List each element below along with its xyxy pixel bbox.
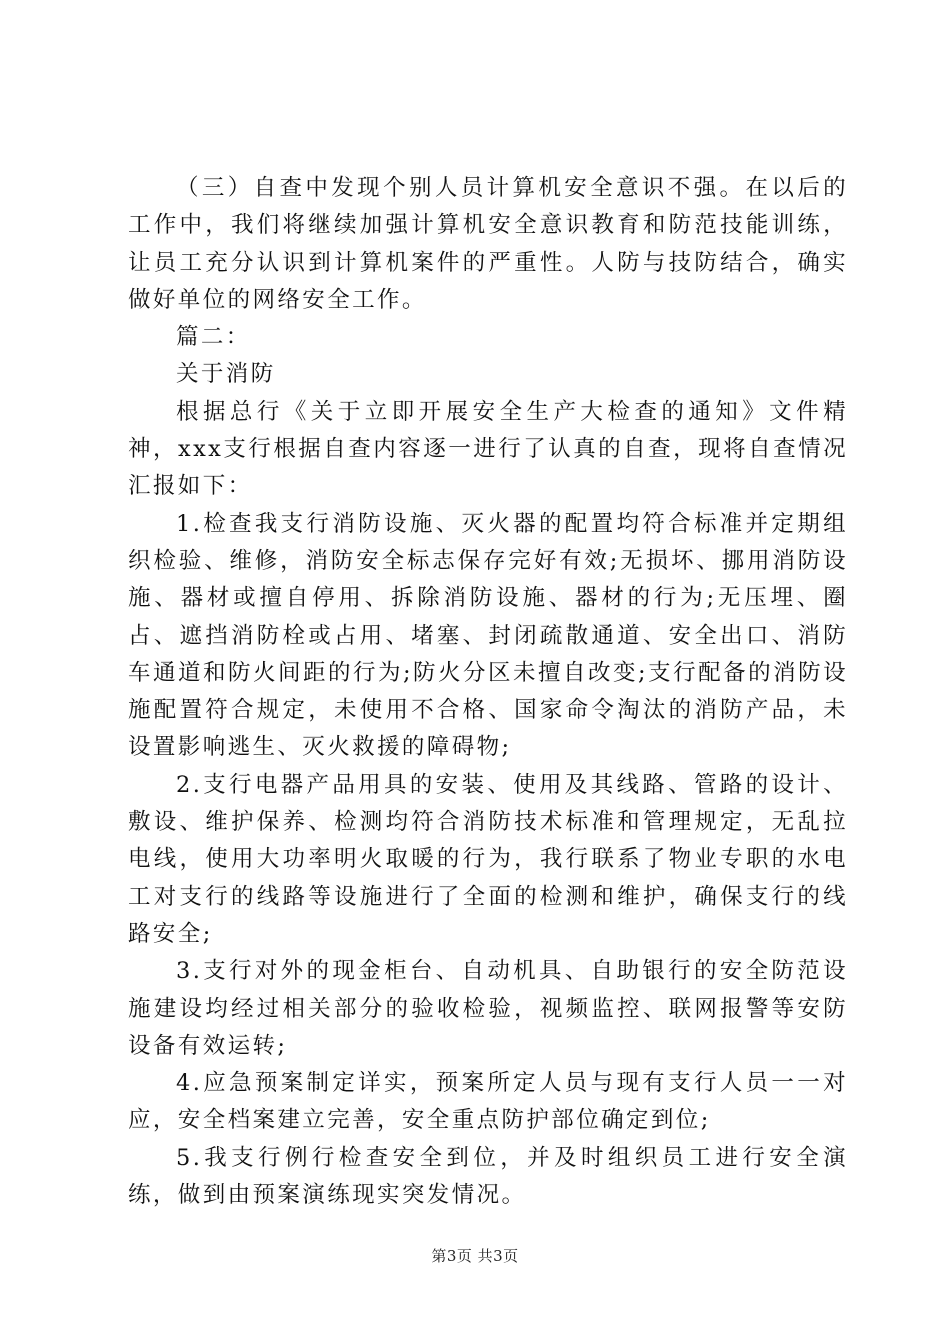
paragraph-part-two-heading: 篇二： — [176, 324, 251, 351]
paragraph-self-check-awareness: （三）自查中发现个别人员计算机安全意识不强。在以后的工作中，我们将继续加强计算机安全意识教育和防范技能训练，让员工充分认识到计算机案件的严重性。人防与技防结合，确实做好单位的网络安全工作。 — [128, 175, 848, 313]
paragraph-item-4: 4.应急预案制定详实，预案所定人员与现有支行人员一一对应，安全档案建立完善，安全重点防护部位确定到位; — [128, 1070, 848, 1134]
document-body — [128, 170, 848, 1214]
page-number-label: 第3页 共3页 — [431, 1247, 519, 1265]
paragraph-fire-safety-heading: 关于消防 — [176, 361, 276, 388]
paragraph-item-5: 5.我支行例行检查安全到位，并及时组织员工进行安全演练，做到由预案演练现实突发情况。 — [128, 1144, 848, 1209]
paragraph-item-3: 3.支行对外的现金柜台、自动机具、自助银行的安全防范设施建设均经过相关部分的验收检验，视频监控、联网报警等安防设备有效运转; — [128, 958, 848, 1059]
page-footer — [0, 1245, 950, 1266]
paragraph-item-2: 2.支行电器产品用具的安装、使用及其线路、管路的设计、敷设、维护保养、检测均符合消防技术标准和管理规定，无乱拉电线，使用大功率明火取暖的行为，我行联系了物业专职的水电工对支行的线路等设施进行了全面的检测和维护，确保支行的线路安全; — [128, 771, 848, 947]
paragraph-intro: 根据总行《关于立即开展安全生产大检查的通知》文件精神，xxx支行根据自查内容逐一进行了认真的自查，现将自查情况汇报如下： — [128, 398, 848, 500]
paragraph-item-1: 1.检查我支行消防设施、灭火器的配置均符合标准并定期组织检验、维修，消防安全标志保存完好有效;无损坏、挪用消防设施、器材或擅自停用、拆除消防设施、器材的行为;无压埋、圈占、遮挡消防栓或占用、堵塞、封闭疏散通道、安全出口、消防车通道和防火间距的行为;防火分区未擅自改变;支行配备的消防设施配置符合规定，未使用不合格、国家命令淘汰的消防产品，未设置影响逃生、灭火救援的障碍物; — [128, 510, 848, 761]
